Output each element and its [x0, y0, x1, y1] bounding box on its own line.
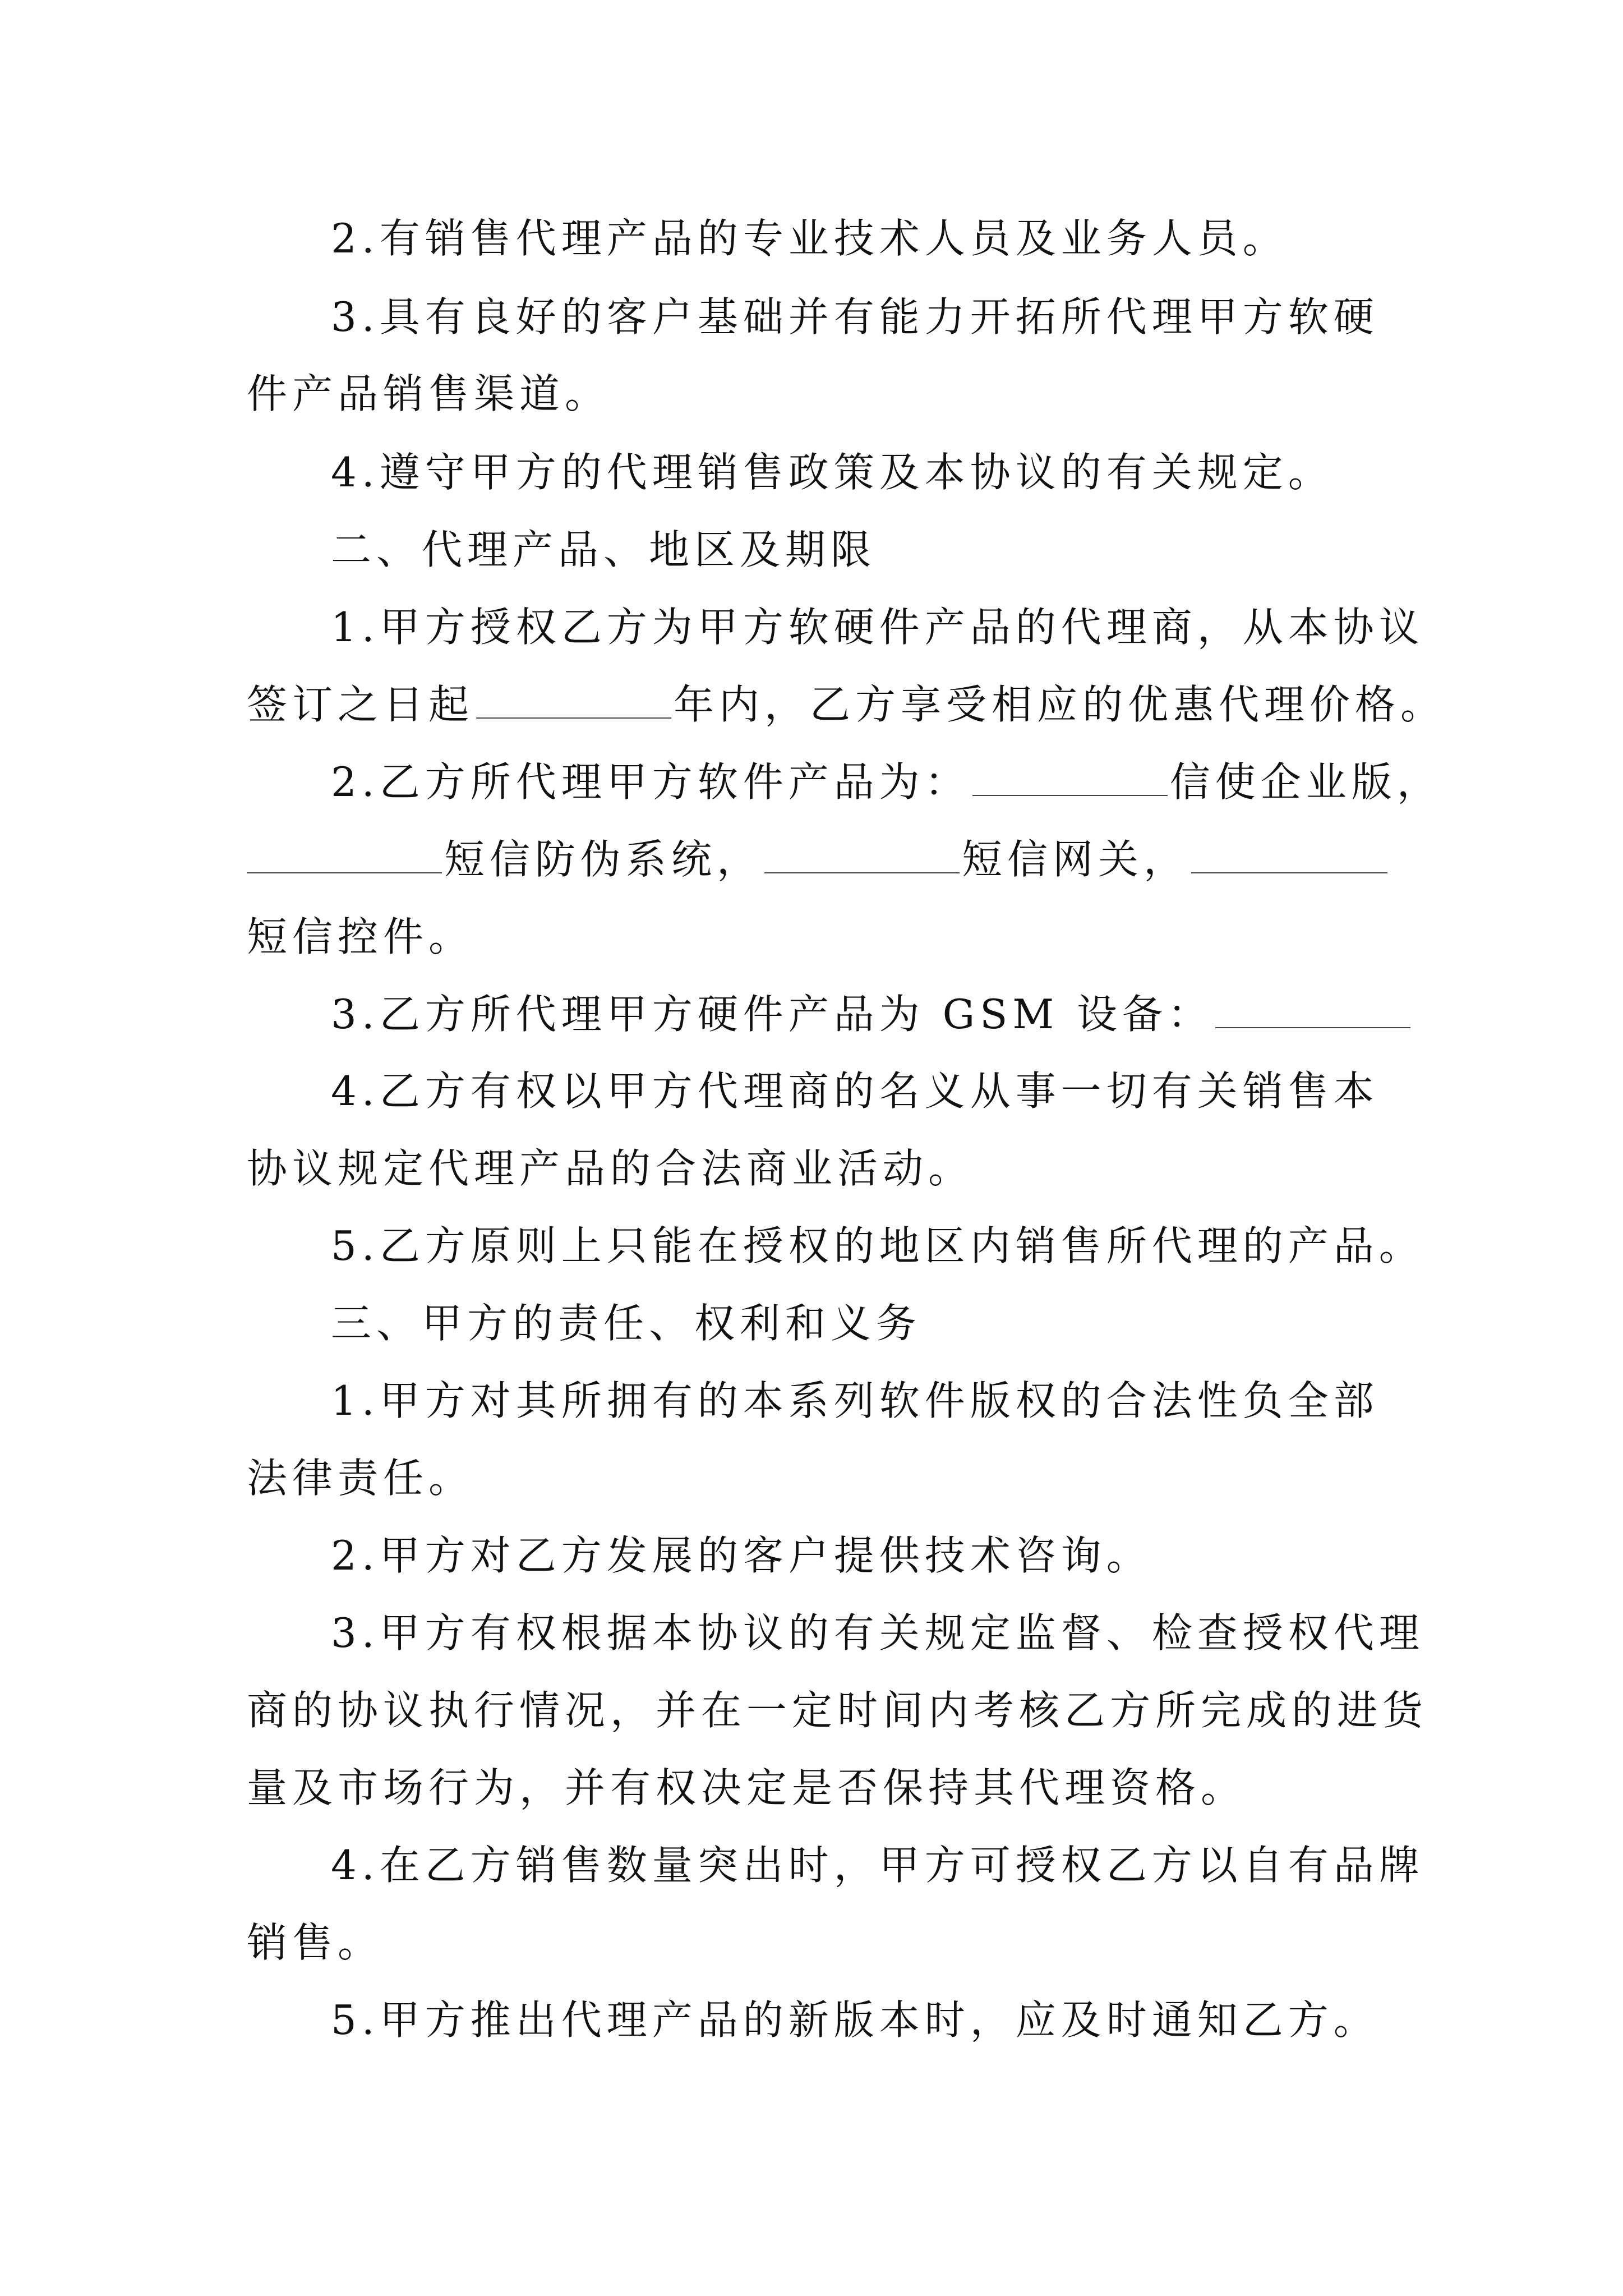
clause-2-1-text-b: 年内，乙方享受相应的优惠代理价格。: [674, 681, 1446, 728]
clause-2-2-text-d: 短信网关，: [962, 836, 1189, 883]
clause-2-2-line2: [247, 831, 1390, 887]
gsm-device-blank: [1215, 990, 1410, 1028]
clause-2-3-text: 3.乙方所代理甲方硬件产品为 GSM 设备：: [331, 991, 1214, 1038]
clause-3-3-line2: 商的协议执行情况，并在一定时间内考核乙方所完成的进货: [247, 1687, 1428, 1734]
clause-1-3-line1: 3.具有良好的客户基础并有能力开拓所代理甲方软硬: [331, 293, 1379, 341]
clause-2-4-line2: 协议规定代理产品的合法商业活动。: [247, 1145, 974, 1192]
clause-1-3-line2: 件产品销售渠道。: [247, 370, 611, 417]
anti-counterfeit-blank: [247, 835, 442, 873]
clause-2-2-text-b: 信使企业版，: [1169, 758, 1442, 806]
clause-2-1-line1: 1.甲方授权乙方为甲方软硬件产品的代理商，从本协议: [331, 604, 1424, 651]
clause-3-4-line1: 4.在乙方销售数量突出时，甲方可授权乙方以自有品牌: [331, 1842, 1424, 1889]
clause-3-2: 2.甲方对乙方发展的客户提供技术咨询。: [331, 1532, 1152, 1579]
section-two-heading: 二、代理产品、地区及期限: [331, 526, 877, 573]
clause-2-2-text-a: 2.乙方所代理甲方软件产品为：: [331, 758, 970, 806]
section-three-heading: 三、甲方的责任、权利和义务: [331, 1300, 922, 1347]
clause-3-1-line2: 法律责任。: [247, 1455, 474, 1502]
sms-control-blank: [1191, 835, 1387, 873]
clause-2-2-text-c: 短信防伪系统，: [444, 836, 763, 883]
clause-3-1-line1: 1.甲方对其所拥有的本系列软件版权的合法性负全部: [331, 1377, 1379, 1424]
clause-2-1-line2: [247, 677, 1446, 733]
clause-2-3: [331, 986, 1413, 1042]
clause-2-5: 5.乙方原则上只能在授权的地区内销售所代理的产品。: [331, 1222, 1424, 1269]
sms-gateway-blank: [764, 835, 960, 873]
clause-2-4-line1: 4.乙方有权以甲方代理商的名义从事一切有关销售本: [331, 1068, 1379, 1115]
messenger-enterprise-blank: [972, 758, 1168, 796]
clause-2-2-line3: 短信控件。: [247, 913, 474, 960]
term-years-blank: [476, 680, 671, 719]
clause-1-4: 4.遵守甲方的代理销售政策及本协议的有关规定。: [331, 449, 1334, 496]
clause-3-5: 5.甲方推出代理产品的新版本时，应及时通知乙方。: [331, 1996, 1379, 2044]
clause-3-3-line1: 3.甲方有权根据本协议的有关规定监督、检查授权代理: [331, 1609, 1424, 1657]
clause-3-4-line2: 销售。: [247, 1919, 384, 1966]
clause-2-2-line1: [331, 754, 1442, 810]
clause-1-2: 2.有销售代理产品的专业技术人员及业务人员。: [331, 215, 1288, 262]
clause-3-3-line3: 量及市场行为，并有权决定是否保持其代理资格。: [247, 1764, 1247, 1811]
clause-2-1-text-a: 签订之日起: [247, 681, 474, 728]
